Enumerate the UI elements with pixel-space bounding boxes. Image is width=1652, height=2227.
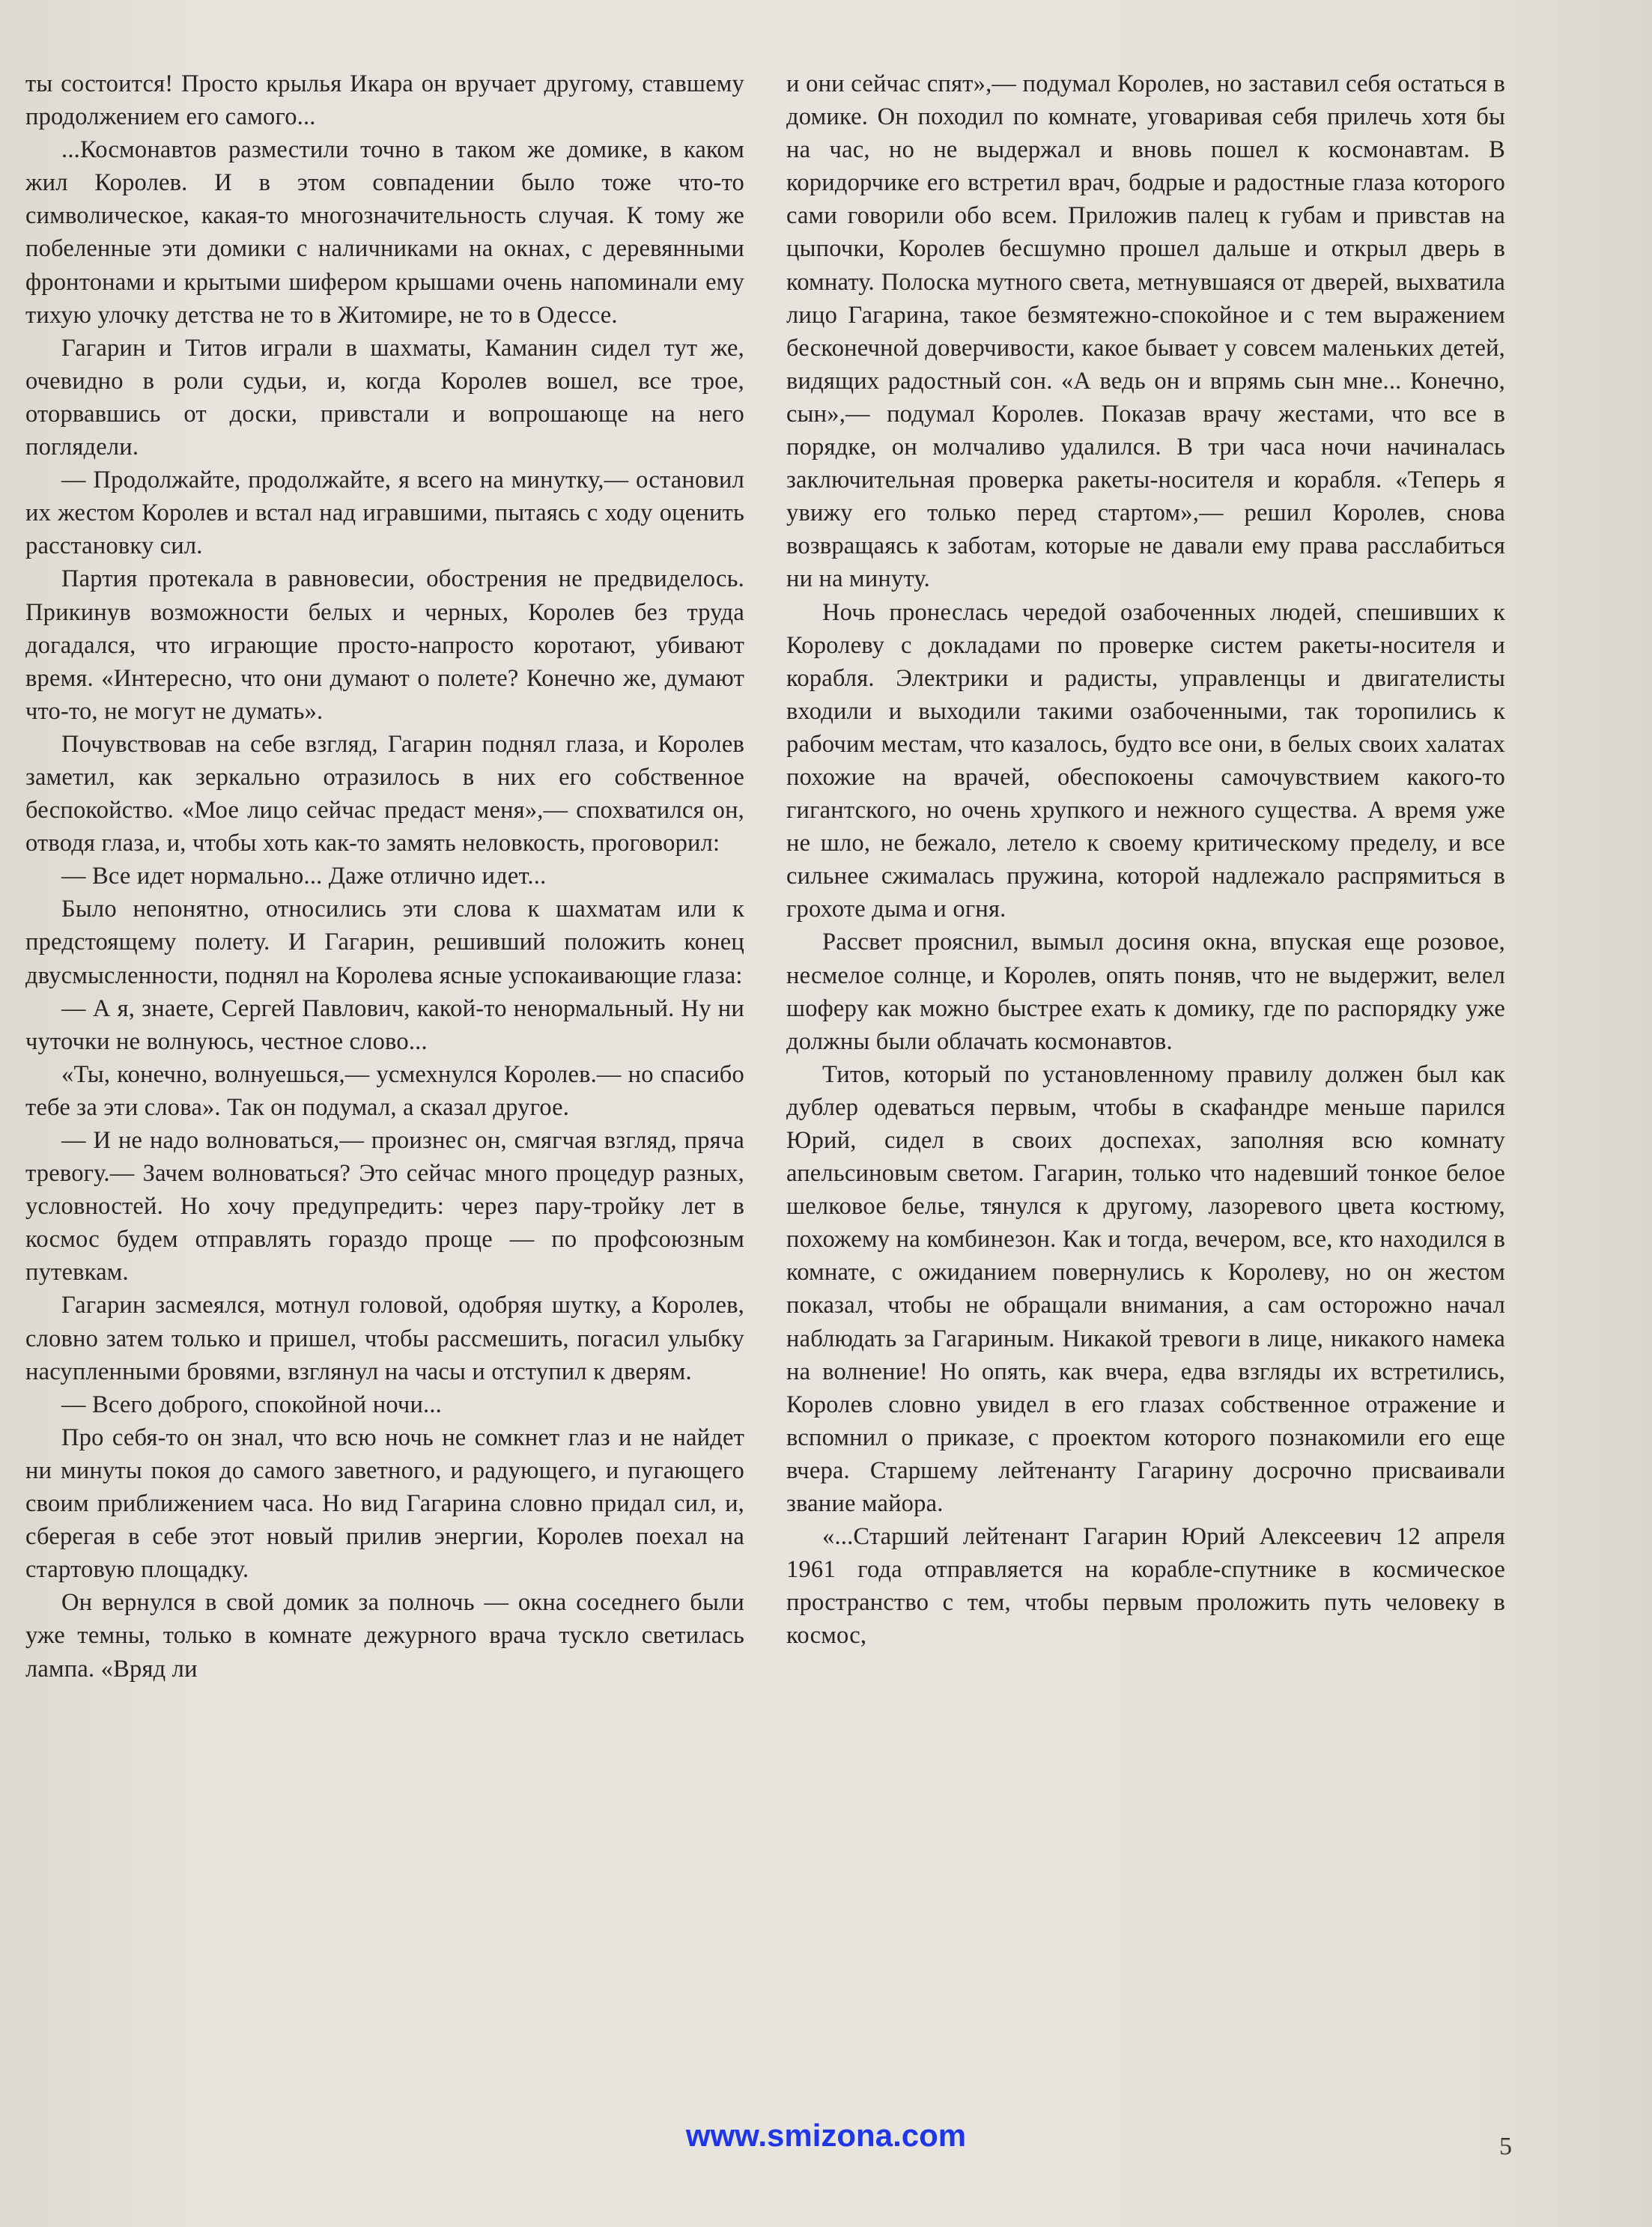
paragraph: Про себя-то он знал, что всю ночь не сомкнет глаз и не найдет ни минуты покоя до самого заветного, и радующего, и пугающего своим приближением часа. Но вид Гагарина словно придал сил, и, сберегая в себе этот новый прилив энергии, Королев поехал на стартовую площадку. <box>25 1424 744 1584</box>
paragraph: — И не надо волноваться,— произнес он, смягчая взгляд, пряча тревогу.— Зачем волноваться? Это сейчас много процедур разных, условностей. Но хочу предупредить: через пару-тройку лет в космос будем отправлять гораздо проще — по профсоюзным путевкам. <box>25 1127 744 1286</box>
paragraph: Было непонятно, относились эти слова к шахматам или к предстоящему полету. И Гагарин, решивший положить конец двусмысленности, поднял на Королева ясные успокаивающие глаза: <box>25 896 744 989</box>
paragraph: ты состоится! Просто крылья Икара он вручает другому, ставшему продолжением его самого... <box>25 70 744 131</box>
paragraph: Гагарин засмеялся, мотнул головой, одобряя шутку, а Королев, словно затем только и пришел, чтобы рассмешить, погасил улыбку насупленными бровями, взглянул на часы и отступил к дверям. <box>25 1292 744 1385</box>
watermark-url: www.smizona.com <box>685 2118 967 2153</box>
paragraph: — Все идет нормально... Даже отлично идет... <box>61 863 547 890</box>
paragraph: — Продолжайте, продолжайте, я всего на минутку,— остановил их жестом Королев и встал над игравшими, пытаясь с ходу оценить расстановку сил. <box>25 467 744 560</box>
paragraph: Гагарин и Титов играли в шахматы, Каманин сидел тут же, очевидно в роли судьи, и, когда Королев вошел, все трое, оторвавшись от доски, привстали и вопрошающе на него поглядели. <box>25 334 744 461</box>
paragraph: Партия протекала в равновесии, обострения не предвиделось. Прикинув возможности белых и черных, Королев без труда догадался, что играющие просто-напросто коротают, убивают время. «Интересно, что они думают о полете? Конечно же, думают что-то, не могут не думать». <box>25 565 744 725</box>
page-number: 5 <box>1499 2133 1512 2160</box>
paragraph: «Ты, конечно, волнуешься,— усмехнулся Королев.— но спасибо тебе за эти слова». Так он подумал, а сказал другое. <box>25 1060 744 1121</box>
paragraph: ...Космонавтов разместили точно в таком же домике, в каком жил Королев. И в этом совпадении было тоже что-то символическое, какая-то многозначительность случая. К тому же побеленные эти домики с наличниками на окнах, с деревянными фронтонами и крытыми шифером крышами очень напоминали ему тихую улочку детства не то в Житомире, не то в Одессе. <box>25 136 744 329</box>
paragraph: и они сейчас спят»,— подумал Королев, но заставил себя остаться в домике. Он походил по комнате, уговаривая себя прилечь хотя бы на час, но не выдержал и вновь пошел к космонавтам. В коридорчике его встретил врач, бодрые и радостные глаза которого сами говорили обо всем. Приложив палец к губам и привстав на цыпочки, Королев бесшумно прошел дальше и открыл дверь в комнату. Полоска мутного света, метнувшаяся от дверей, выхватила лицо Гагарина, такое безмятежно-спокойное и с тем выражением бесконечной доверчивости, какое бывает у совсем маленьких детей, видящих радостный сон. «А ведь он и впрямь сын мне... Конечно, сын»,— подумал Королев. Показав врачу жестами, что все в порядке, он молчаливо удалился. В три часа ночи начиналась заключительная проверка ракеты-носителя и корабля. «Теперь я увижу его только перед стартом»,— решил Королев, снова возвращаясь к заботам, которые не давали ему права расслабиться ни на минуту. <box>786 70 1505 593</box>
paragraph: Он вернулся в свой домик за полночь — окна соседнего были уже темны, только в комнате дежурного врача тускло светилась лампа. «Вряд ли <box>25 1589 744 1683</box>
paragraph: Титов, который по установленному правилу должен был как дублер одеваться первым, чтобы в скафандре меньше парился Юрий, сидел в своих доспехах, заполняя всю комнату апельсиновым светом. Гагарин, только что надевший тонкое белое шелковое белье, тянулся к другому, лазоревого цвета костюму, похожему на комбинезон. Как и тогда, вечером, все, кто находился в комнате, с ожиданием повернулись к Королеву, но он жестом показал, чтобы не обращали внимания, а сам осторожно начал наблюдать за Гагариным. Никакой тревоги в лице, никакого намека на волнение! Но опять, как вчера, едва взгляды их встретились, Королев словно увидел в его глазах собственное отражение и вспомнил о приказе, с проектом которого познакомили его еще вчера. Старшему лейтенанту Гагарину досрочно присваивали звание майора. <box>786 1060 1505 1518</box>
paragraph: Рассвет прояснил, вымыл досиня окна, впуская еще розовое, несмелое солнце, и Королев, опять поняв, что не выдержит, велел шоферу как можно быстрее ехать к домику, где по распорядку уже должны были облачать космонавтов. <box>786 929 1505 1055</box>
paragraph: Почувствовав на себе взгляд, Гагарин поднял глаза, и Королев заметил, как зеркально отразилось в них его собственное беспокойство. «Мое лицо сейчас предаст меня»,— спохватился он, отводя глаза, и, чтобы хоть как-то замять неловкость, проговорил: <box>25 730 744 857</box>
right-text-column <box>786 67 1505 2119</box>
paragraph: «...Старший лейтенант Гагарин Юрий Алексеевич 12 апреля 1961 года отправляется на корабле-спутнике в космическое пространство с тем, чтобы первым проложить путь человеку в космос, <box>786 1523 1505 1650</box>
paragraph: — А я, знаете, Сергей Павлович, какой-то ненормальный. Ну ни чуточки не волнуюсь, честное слово... <box>25 994 744 1055</box>
paragraph: Ночь пронеслась чередой озабоченных людей, спешивших к Королеву с докладами по проверке систем ракеты-носителя и корабля. Электрики и радисты, управленцы и двигателисты входили и выходили такими озабоченными, так торопились к рабочим местам, что казалось, будто все они, в белых своих халатах похожие на врачей, обеспокоены самочувствием какого-то гигантского, но очень хрупкого и нежного существа. А время уже не шло, не бежало, летело к своему критическому пределу, и все сильнее сжималась пружина, которой надлежало распрямиться в грохоте дыма и огня. <box>786 598 1505 923</box>
paragraph: — Всего доброго, спокойной ночи... <box>61 1391 443 1418</box>
left-text-column <box>25 67 744 2119</box>
